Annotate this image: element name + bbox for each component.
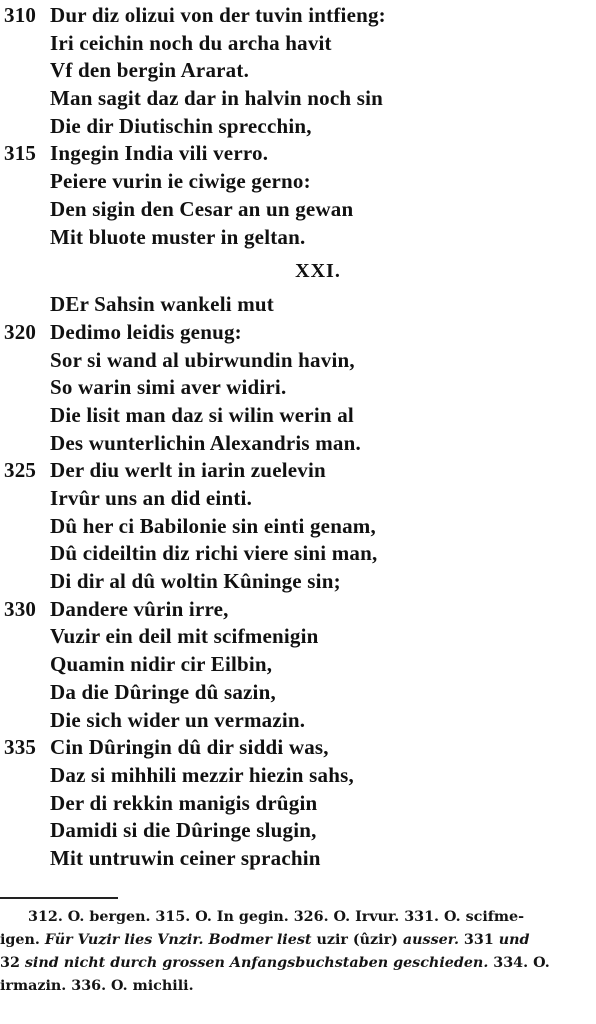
verse-line [0,30,596,58]
verse-text: DEr Sahsin wankeli mut [50,292,274,317]
verse-line [0,623,596,651]
verse-text: Dur diz olizui von der tuvin intfieng: [50,3,386,27]
verse-text: Peiere vurin ie ciwige gerno: [50,169,311,194]
poem-text [0,2,596,873]
verse-text: Vf den bergin Ararat. [50,58,250,83]
verse-line [0,540,596,568]
footnote-italic-text: und [498,932,530,948]
verse-line [0,790,596,818]
verse-line [0,513,596,541]
line-number: 330 [4,596,37,621]
verse-line [0,568,596,596]
verse-text: Daz si mihhili mezzir hiezin sahs, [50,762,354,787]
footnote-italic-text: ausser. [402,932,459,948]
verse-line [0,168,596,196]
verse-line [0,2,596,30]
verse-line [0,85,596,113]
verse-line [0,430,596,458]
verse-line [0,762,596,790]
verse-line [0,679,596,707]
footnote-line-1: 312. O. bergen. 315. O. In gegin. 326. O. Irvur. 331. O. scifme- [28,909,525,925]
verse-line [0,291,596,319]
verse-line [0,845,596,873]
footnote-text: uzir (ûzir) [311,932,403,948]
verse-text: Vuzir ein deil mit scifmenigin [50,624,319,649]
verse-line [0,113,596,141]
footnote-line-4: irmazin. 336. O. michili. [0,978,194,994]
poem-block-before-heading [0,2,596,251]
verse-line [0,347,596,375]
verse-line [0,457,596,485]
verse-line [0,224,596,252]
section-heading: XXI. [295,260,341,283]
footnote-text: 334. O. [488,955,550,971]
footnote-text: 32 [0,955,25,971]
verse-text: Sor si wand al ubirwundin havin, [50,347,355,372]
verse-line [0,817,596,845]
verse-line [0,651,596,679]
verse-line [0,707,596,735]
verse-line [0,734,596,762]
verse-text: Dedimo leidis genug: [50,319,242,344]
line-number: 325 [4,458,37,483]
verse-text: Den sigin den Cesar an un gewan [50,196,354,221]
verse-text: Irvûr uns an did einti. [50,486,253,510]
verse-text: Der diu werlt in iarin zuelevin [50,458,326,483]
verse-text: So warin simi aver widiri. [50,375,287,400]
verse-text: Iri ceichin noch du archa havit [50,30,332,55]
footnote-text: 331 [458,932,499,948]
verse-line [0,374,596,402]
verse-line [0,140,596,168]
line-number: 335 [4,735,37,760]
footnote-divider [0,897,118,899]
verse-text: Dû her ci Babilonie sin einti genam, [50,513,376,538]
line-number: 310 [4,3,37,27]
verse-text: Die dir Diutischin sprecchin, [50,113,312,138]
verse-text: Man sagit daz dar in halvin noch sin [50,86,383,111]
verse-text: Des wunterlichin Alexandris man. [50,430,361,455]
verse-text: Cin Dûringin dû dir siddi was, [50,735,329,760]
poem-block-after-heading [0,291,596,872]
verse-line [0,319,596,347]
verse-text: Quamin nidir cir Eilbin, [50,652,273,677]
verse-text: Di dir al dû woltin Kûninge sin; [50,569,341,594]
verse-line [0,596,596,624]
verse-text: Die sich wider un vermazin. [50,707,306,732]
verse-line [0,485,596,513]
verse-text: Der di rekkin manigis drûgin [50,790,318,815]
verse-text: Ingegin India vili verro. [50,141,269,166]
footnotes [0,906,590,998]
footnote-text: igen. [0,932,45,948]
footnote-line-2 [0,929,590,952]
verse-text: Dandere vûrin irre, [50,596,229,621]
verse-line [0,57,596,85]
footnote-italic-text: sind nicht durch grossen Anfangsbuchstaben geschieden. [24,955,489,971]
verse-text: Damidi si die Dûringe slugin, [50,818,317,843]
verse-text: Die lisit man daz si wilin werin al [50,402,354,427]
verse-text: Mit untruwin ceiner sprachin [50,845,321,870]
verse-text: Mit bluote muster in geltan. [50,224,306,249]
footnote-line-3 [0,952,590,975]
line-number: 315 [4,141,37,166]
verse-line [0,402,596,430]
verse-line [0,196,596,224]
verse-text: Dû cideiltin diz richi viere sini man, [50,541,378,566]
footnote-italic-text: Für Vuzir lies Vnzir. Bodmer liest [44,932,312,948]
line-number: 320 [4,319,37,344]
verse-text: Da die Dûringe dû sazin, [50,679,276,704]
